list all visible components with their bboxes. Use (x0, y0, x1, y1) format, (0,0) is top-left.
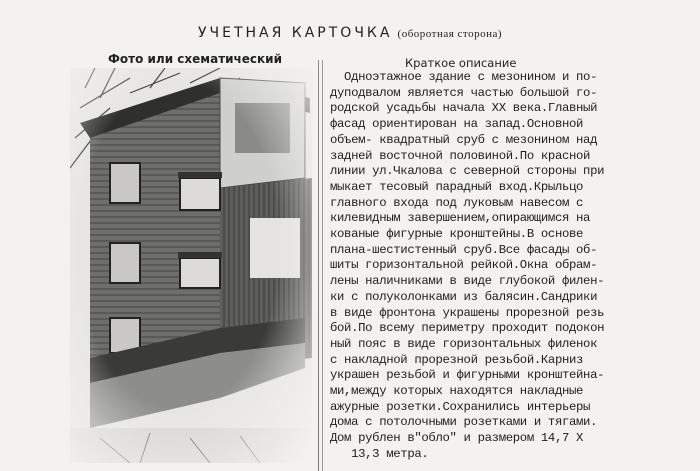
description-line: Дом рублен в"обло" и размером 14,7 Х (330, 431, 584, 446)
description-line: главного входа под луковым навесом с (330, 195, 584, 210)
description-text (330, 70, 690, 463)
description-line: задней восточной половиной.По красной (330, 148, 591, 163)
description-line: килевидным завершением,опирающимся на (330, 211, 591, 226)
description-line: бой.По всему периметру проходит подокон (330, 321, 605, 336)
description-line: родской усадьбы начала XX века.Главный (330, 101, 598, 116)
photo-heading: Фото или схематический (107, 52, 283, 66)
column-divider (318, 60, 319, 471)
description-line: объем- квадратный сруб с мезонином над (330, 132, 598, 147)
description-line: фасад ориентирован на запад.Основной (330, 117, 584, 132)
description-line: Одноэтажное здание с мезонином и по- (330, 70, 598, 84)
description-line: лены наличниками в виде глубокой филен- (330, 274, 605, 289)
description-line: дуподвалом является частью большой го- (330, 85, 598, 100)
description-line: дома с потолочными розетками и тягами. (330, 415, 598, 430)
description-line: мыкает тесовый парадный вход.Крыльцо (330, 179, 584, 194)
card-title: УЧЕТНАЯ КАРТОЧКА (197, 25, 393, 41)
card-header (0, 22, 700, 41)
description-line: ки с полуколонками из балясин.Сандрики (330, 289, 598, 304)
description-line: с накладной прорезной резьбой.Карниз (330, 352, 584, 367)
description-line: украшен резьбой и фигурными кронштейна- (330, 368, 605, 383)
description-line: ми,между которых находятся накладные (330, 384, 584, 399)
column-divider-shadow (322, 60, 323, 471)
description-line: плана-шестистенный сруб.Все фасады об- (330, 242, 598, 257)
description-heading: Краткое описание (405, 56, 517, 70)
description-line: в виде фронтона украшены прорезной резь (330, 305, 605, 320)
house-photo (70, 68, 312, 463)
description-line: шиты горизонтальной рейкой.Окна обрам- (330, 258, 598, 273)
description-line: ажурные розетки.Сохранились интерьеры (330, 399, 591, 414)
description-line: кованые фигурные кронштейны.В основе (330, 227, 584, 242)
description-line: ный пояс в виде горизонтальных филенок (330, 336, 598, 351)
card-subtitle: (оборотная сторона) (397, 28, 503, 40)
description-line: 13,3 метра. (330, 446, 429, 461)
description-line: линии ул.Чкалова с северной стороны при (330, 164, 605, 179)
